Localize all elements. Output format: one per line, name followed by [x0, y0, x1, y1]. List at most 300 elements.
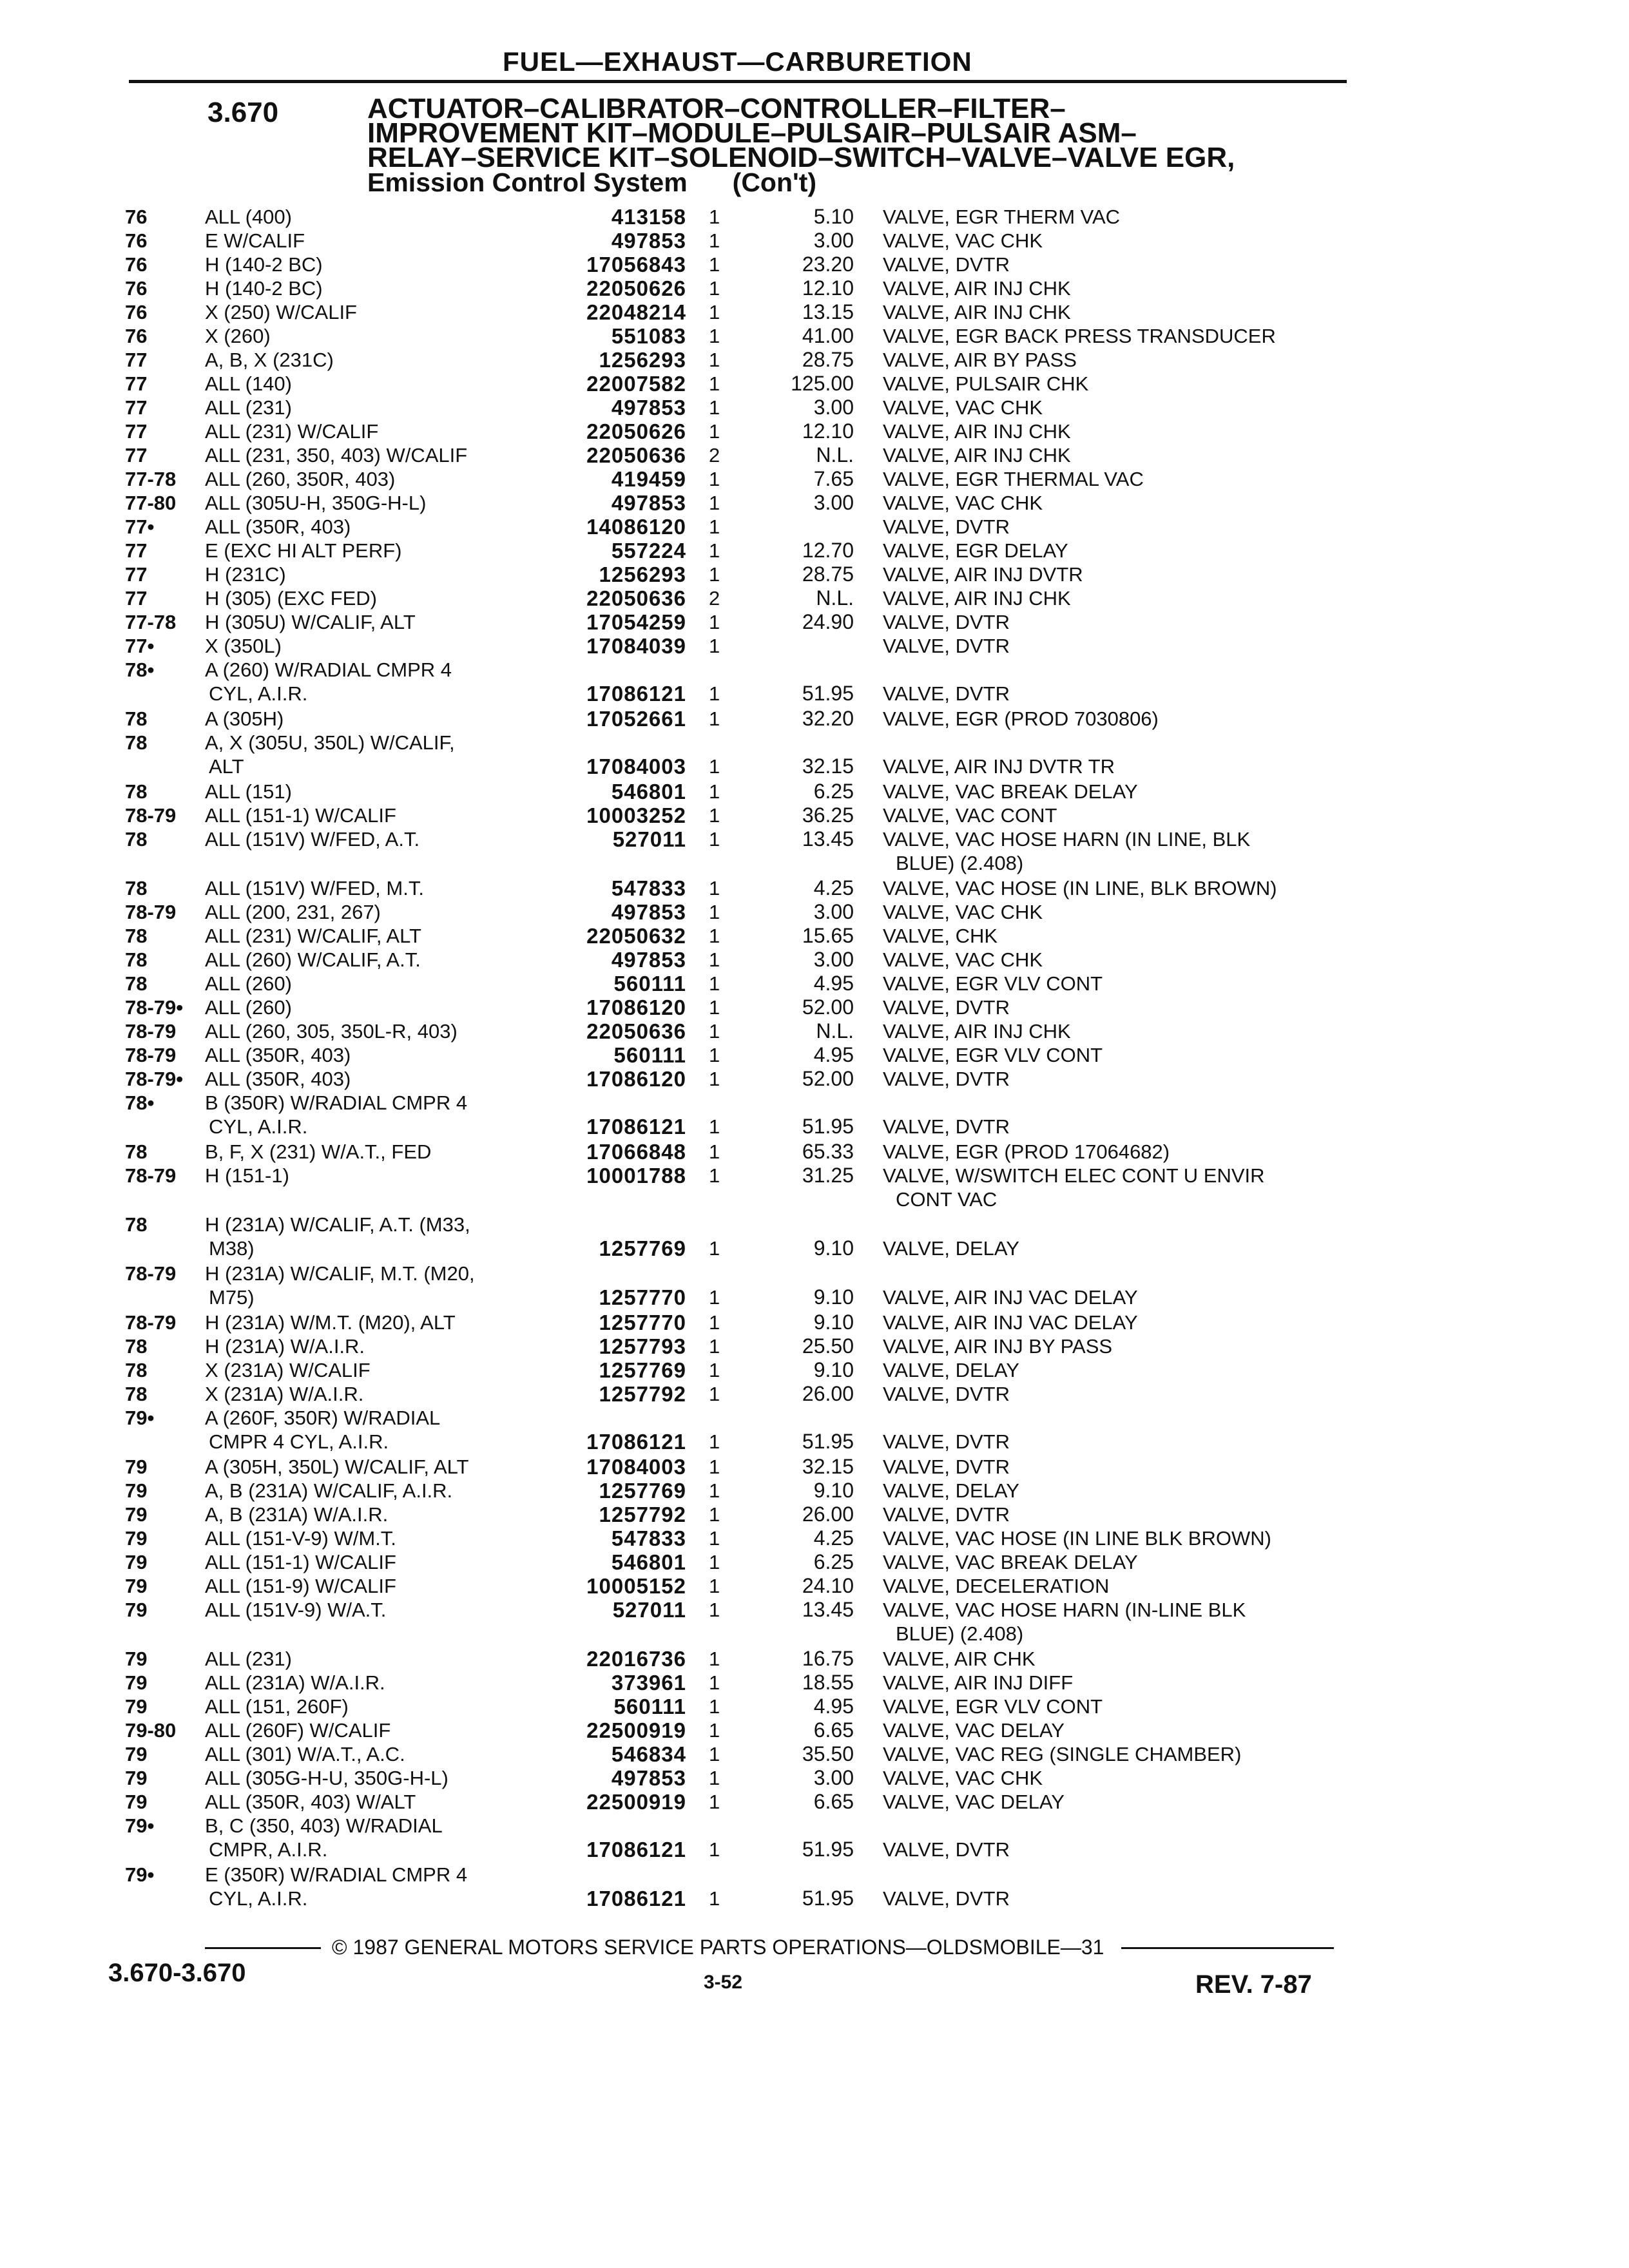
- application-continued: CMPR 4 CYL, A.I.R.: [209, 1430, 389, 1453]
- quantity: 1: [709, 828, 720, 850]
- price: 3.00: [813, 491, 854, 514]
- description: VALVE, AIR INJ VAC DELAY: [883, 1311, 1138, 1334]
- model-year: 78-79: [125, 1020, 177, 1043]
- application-continued: M38): [209, 1237, 255, 1260]
- model-year: 78-79: [125, 1311, 177, 1334]
- part-number: 560111: [613, 972, 686, 995]
- part-number: 17086121: [586, 1838, 686, 1861]
- price: 125.00: [791, 372, 854, 395]
- application: A (305H, 350L) W/CALIF, ALT: [205, 1456, 469, 1478]
- table-row: [0, 1382, 1629, 1406]
- application: X (231A) W/CALIF: [205, 1359, 371, 1381]
- quantity: 1: [709, 901, 720, 923]
- part-number: 547833: [611, 1526, 686, 1550]
- part-number: 497853: [611, 229, 686, 253]
- description: VALVE, AIR INJ VAC DELAY: [883, 1286, 1138, 1309]
- quantity: 1: [709, 1767, 720, 1789]
- part-number: 1257792: [599, 1382, 686, 1406]
- part-number: 14086120: [586, 515, 686, 539]
- quantity: 1: [709, 1695, 720, 1718]
- application-continued: ALT: [209, 755, 244, 778]
- application: ALL (350R, 403): [205, 1068, 351, 1090]
- quantity: 1: [709, 1719, 720, 1742]
- description: VALVE, EGR (PROD 17064682): [883, 1140, 1170, 1163]
- price: 65.33: [802, 1140, 854, 1163]
- part-number: 551083: [611, 324, 686, 348]
- table-row: [0, 1598, 1629, 1647]
- table-row: [0, 610, 1629, 634]
- quantity: 1: [709, 1286, 720, 1309]
- quantity: 1: [709, 396, 720, 419]
- application: ALL (305U-H, 350G-H-L): [205, 492, 427, 514]
- application: ALL (151-1) W/CALIF: [205, 804, 396, 827]
- model-year: 78-79•: [125, 996, 184, 1019]
- quantity: 1: [709, 948, 720, 971]
- table-row: [0, 707, 1629, 731]
- part-number: 17084039: [586, 634, 686, 658]
- model-year: 77: [125, 349, 148, 371]
- table-row: [0, 562, 1629, 586]
- quantity: 1: [709, 1791, 720, 1813]
- part-number: 17086121: [586, 1430, 686, 1454]
- table-row: [0, 1503, 1629, 1526]
- application: H (231C): [205, 563, 286, 586]
- description: VALVE, EGR BACK PRESS TRANSDUCER: [883, 325, 1276, 347]
- description: VALVE, VAC BREAK DELAY: [883, 1551, 1138, 1573]
- description: VALVE, VAC CHK: [883, 901, 1043, 923]
- description: VALVE, EGR VLV CONT: [883, 972, 1103, 995]
- section-title-line: ACTUATOR–CALIBRATOR–CONTROLLER–FILTER–: [367, 93, 1066, 124]
- quantity: 1: [709, 253, 720, 276]
- price: 13.15: [802, 300, 854, 323]
- table-row: [0, 1647, 1629, 1671]
- quantity: 1: [709, 1140, 720, 1163]
- quantity: 1: [709, 1068, 720, 1090]
- price: 3.00: [813, 1766, 854, 1789]
- quantity: 1: [709, 229, 720, 252]
- application: ALL (260): [205, 972, 292, 995]
- description: VALVE, VAC CONT: [883, 804, 1057, 827]
- part-number: 10003252: [586, 803, 686, 827]
- part-number: 22007582: [586, 372, 686, 396]
- part-number: 22050626: [586, 276, 686, 300]
- quantity: 1: [709, 780, 720, 803]
- part-number: 10001788: [586, 1164, 686, 1187]
- table-row: [0, 1526, 1629, 1550]
- part-number: 17084003: [586, 1455, 686, 1479]
- price: 9.10: [813, 1311, 854, 1334]
- description: VALVE, AIR INJ CHK: [883, 301, 1071, 323]
- part-number: 560111: [613, 1043, 686, 1067]
- table-row: [0, 731, 1629, 780]
- model-year: 79•: [125, 1407, 155, 1429]
- price: 28.75: [802, 348, 854, 371]
- application-continued: CYL, A.I.R.: [209, 682, 308, 705]
- quantity: 1: [709, 1551, 720, 1573]
- table-row: [0, 972, 1629, 995]
- part-number: 22050632: [586, 924, 686, 948]
- part-number: 497853: [611, 900, 686, 924]
- price: 51.95: [802, 1887, 854, 1910]
- part-number: 1256293: [599, 348, 686, 372]
- description: VALVE, DVTR: [883, 1838, 1010, 1861]
- model-year: 77-78: [125, 611, 177, 633]
- model-year: 79: [125, 1599, 148, 1621]
- quantity: 1: [709, 707, 720, 730]
- part-number: 546801: [611, 1550, 686, 1574]
- price: 24.10: [802, 1574, 854, 1597]
- description: VALVE, W/SWITCH ELEC CONT U ENVIR: [883, 1164, 1265, 1187]
- application: ALL (151V) W/FED, M.T.: [205, 877, 424, 899]
- part-number: 1257769: [599, 1358, 686, 1382]
- quantity: 1: [709, 1648, 720, 1670]
- application: ALL (151-1) W/CALIF: [205, 1551, 396, 1573]
- model-year: 79: [125, 1743, 148, 1765]
- price: 35.50: [802, 1742, 854, 1765]
- application: A (305H): [205, 707, 284, 730]
- model-year: 78: [125, 972, 148, 995]
- price: 52.00: [802, 1067, 854, 1090]
- table-row: [0, 995, 1629, 1019]
- table-row: [0, 900, 1629, 924]
- price: 26.00: [802, 1382, 854, 1405]
- description: VALVE, DVTR: [883, 635, 1010, 657]
- description: VALVE, AIR CHK: [883, 1648, 1036, 1670]
- quantity: 1: [709, 635, 720, 657]
- application: X (231A) W/A.I.R.: [205, 1383, 364, 1405]
- part-number: 17086121: [586, 1887, 686, 1910]
- quantity: 1: [709, 349, 720, 371]
- description: VALVE, VAC BREAK DELAY: [883, 780, 1138, 803]
- application: ALL (231): [205, 1648, 292, 1670]
- table-row: [0, 1311, 1629, 1334]
- description: VALVE, VAC CHK: [883, 492, 1043, 514]
- application: H (140-2 BC): [205, 277, 323, 300]
- application: A, X (305U, 350L) W/CALIF,: [205, 731, 455, 754]
- table-row: [0, 1766, 1629, 1790]
- part-number: 557224: [611, 539, 686, 562]
- model-year: 79: [125, 1695, 148, 1718]
- part-number: 22050636: [586, 586, 686, 610]
- part-number: 419459: [611, 467, 686, 491]
- description: VALVE, DVTR: [883, 1456, 1010, 1478]
- description: VALVE, DELAY: [883, 1479, 1019, 1502]
- description: VALVE, AIR INJ DVTR: [883, 563, 1083, 586]
- part-number: 1257770: [599, 1311, 686, 1334]
- quantity: 1: [709, 563, 720, 586]
- table-row: [0, 229, 1629, 253]
- application: ALL (231): [205, 396, 292, 419]
- quantity: 1: [709, 1164, 720, 1187]
- quantity: 1: [709, 682, 720, 705]
- application: ALL (350R, 403) W/ALT: [205, 1791, 416, 1813]
- quantity: 1: [709, 1575, 720, 1597]
- application: ALL (151, 260F): [205, 1695, 349, 1718]
- quantity: 1: [709, 206, 720, 228]
- price: 12.70: [802, 539, 854, 562]
- model-year: 79: [125, 1791, 148, 1813]
- quantity: 1: [709, 539, 720, 562]
- table-row: [0, 1406, 1629, 1455]
- quantity: 1: [709, 1479, 720, 1502]
- description: VALVE, AIR BY PASS: [883, 349, 1077, 371]
- description: VALVE, DELAY: [883, 1359, 1019, 1381]
- quantity: 1: [709, 1020, 720, 1043]
- model-year: 78: [125, 1213, 148, 1236]
- table-row: [0, 300, 1629, 324]
- price: 5.10: [813, 205, 854, 228]
- description: VALVE, VAC HOSE (IN LINE BLK BROWN): [883, 1527, 1271, 1550]
- table-row: [0, 1140, 1629, 1164]
- table-row: [0, 372, 1629, 396]
- quantity: 1: [709, 325, 720, 347]
- description: VALVE, DVTR: [883, 996, 1010, 1019]
- model-year: 77: [125, 563, 148, 586]
- price: 9.10: [813, 1285, 854, 1309]
- application: ALL (260) W/CALIF, A.T.: [205, 948, 421, 971]
- application: E W/CALIF: [205, 229, 305, 252]
- part-number: 497853: [611, 948, 686, 972]
- part-number: 22050636: [586, 1019, 686, 1043]
- table-row: [0, 1213, 1629, 1262]
- application: A, B (231A) W/A.I.R.: [205, 1503, 389, 1526]
- model-year: 78-79: [125, 1262, 177, 1285]
- quantity: 1: [709, 972, 720, 995]
- part-number: 17056843: [586, 253, 686, 276]
- price: 4.25: [813, 876, 854, 899]
- application: A (260) W/RADIAL CMPR 4: [205, 658, 452, 681]
- quantity: 1: [709, 1335, 720, 1358]
- application: ALL (231A) W/A.I.R.: [205, 1671, 385, 1694]
- price: 16.75: [802, 1647, 854, 1670]
- model-year: 77: [125, 372, 148, 395]
- price: 4.95: [813, 972, 854, 995]
- description-continued: CONT VAC: [896, 1188, 998, 1211]
- description: VALVE, VAC DELAY: [883, 1719, 1065, 1742]
- revision-label: REV. 7-87: [1195, 1970, 1312, 1999]
- price: 4.95: [813, 1695, 854, 1718]
- price: 36.25: [802, 803, 854, 827]
- application: ALL (301) W/A.T., A.C.: [205, 1743, 405, 1765]
- model-year: 77-78: [125, 468, 177, 490]
- model-year: 78: [125, 707, 148, 730]
- price: 6.25: [813, 780, 854, 803]
- quantity: 1: [709, 515, 720, 538]
- application-continued: CYL, A.I.R.: [209, 1115, 308, 1138]
- table-row: [0, 1091, 1629, 1140]
- model-year: 79: [125, 1767, 148, 1789]
- section-subtitle-line: [367, 170, 1235, 195]
- price: 3.00: [813, 229, 854, 252]
- quantity: 1: [709, 1311, 720, 1334]
- model-year: 76: [125, 206, 148, 228]
- part-number: 497853: [611, 396, 686, 419]
- table-row: [0, 1043, 1629, 1067]
- section-number: 3.670: [207, 97, 279, 128]
- application: ALL (260): [205, 996, 292, 1019]
- application: X (250) W/CALIF: [205, 301, 357, 323]
- price: 13.45: [802, 827, 854, 850]
- model-year: 77•: [125, 515, 155, 538]
- part-number: 17086120: [586, 995, 686, 1019]
- table-row: [0, 948, 1629, 972]
- price: 41.00: [802, 324, 854, 347]
- part-number: 546801: [611, 780, 686, 803]
- quantity: 1: [709, 1044, 720, 1066]
- part-number: 17086121: [586, 682, 686, 706]
- description: VALVE, VAC CHK: [883, 396, 1043, 419]
- model-year: 78: [125, 780, 148, 803]
- description: VALVE, DVTR: [883, 1503, 1010, 1526]
- price: 4.25: [813, 1526, 854, 1550]
- section-title: [367, 93, 1235, 197]
- description: VALVE, DVTR: [883, 1887, 1010, 1910]
- application: ALL (231) W/CALIF, ALT: [205, 925, 421, 947]
- application: B, C (350, 403) W/RADIAL: [205, 1814, 443, 1837]
- part-number: 497853: [611, 491, 686, 515]
- description: VALVE, AIR INJ CHK: [883, 444, 1071, 466]
- price: N.L.: [816, 586, 854, 610]
- model-year: 78: [125, 877, 148, 899]
- price: 15.65: [802, 924, 854, 947]
- part-number: 17054259: [586, 610, 686, 634]
- description: VALVE, AIR INJ DIFF: [883, 1671, 1074, 1694]
- description: VALVE, PULSAIR CHK: [883, 372, 1089, 395]
- model-year: 77: [125, 587, 148, 610]
- price: 28.75: [802, 562, 854, 586]
- application: H (305) (EXC FED): [205, 587, 377, 610]
- price: 32.15: [802, 754, 854, 778]
- table-row: [0, 876, 1629, 900]
- model-year: 78•: [125, 658, 155, 681]
- price: 3.00: [813, 948, 854, 971]
- description: VALVE, AIR INJ CHK: [883, 420, 1071, 443]
- application: ALL (231, 350, 403) W/CALIF: [205, 444, 468, 466]
- description-continued: BLUE) (2.408): [896, 1622, 1024, 1645]
- model-year: 77: [125, 396, 148, 419]
- price: 51.95: [802, 1838, 854, 1861]
- description: VALVE, EGR VLV CONT: [883, 1044, 1103, 1066]
- table-row: [0, 324, 1629, 348]
- description: VALVE, EGR THERMAL VAC: [883, 468, 1144, 490]
- application: ALL (350R, 403): [205, 1044, 351, 1066]
- part-number: 22016736: [586, 1647, 686, 1671]
- application: ALL (350R, 403): [205, 515, 351, 538]
- model-year: 79: [125, 1551, 148, 1573]
- price: 31.25: [802, 1164, 854, 1187]
- description: VALVE, EGR THERM VAC: [883, 206, 1121, 228]
- part-number: 22500919: [586, 1790, 686, 1814]
- price: 7.65: [813, 467, 854, 490]
- model-year: 77: [125, 420, 148, 443]
- quantity: 1: [709, 468, 720, 490]
- table-row: [0, 634, 1629, 658]
- quantity: 1: [709, 1237, 720, 1260]
- quantity: 1: [709, 1383, 720, 1405]
- price: 51.95: [802, 682, 854, 705]
- part-number: 17086120: [586, 1067, 686, 1091]
- price: 26.00: [802, 1503, 854, 1526]
- price: 13.45: [802, 1598, 854, 1621]
- description: VALVE, DVTR: [883, 253, 1010, 276]
- part-number: 546834: [611, 1742, 686, 1766]
- application: ALL (200, 231, 267): [205, 901, 381, 923]
- table-row: [0, 1574, 1629, 1598]
- model-year: 79•: [125, 1863, 155, 1886]
- price: 51.95: [802, 1430, 854, 1453]
- quantity: 1: [709, 372, 720, 395]
- price: 3.00: [813, 396, 854, 419]
- part-number: 10005152: [586, 1574, 686, 1598]
- application: ALL (400): [205, 206, 292, 228]
- table-row: [0, 803, 1629, 827]
- application: E (EXC HI ALT PERF): [205, 539, 402, 562]
- part-number: 527011: [612, 1598, 686, 1622]
- description: VALVE, DVTR: [883, 1068, 1010, 1090]
- application: H (231A) W/A.I.R.: [205, 1335, 365, 1358]
- description: VALVE, EGR (PROD 7030806): [883, 707, 1159, 730]
- quantity: 1: [709, 996, 720, 1019]
- section-title-line: RELAY–SERVICE KIT–SOLENOID–SWITCH–VALVE–VALVE EGR,: [367, 142, 1235, 173]
- quantity: 1: [709, 420, 720, 443]
- table-row: [0, 491, 1629, 515]
- description: VALVE, AIR INJ BY PASS: [883, 1335, 1113, 1358]
- quantity: 1: [709, 1671, 720, 1694]
- model-year: 79: [125, 1503, 148, 1526]
- model-year: 76: [125, 325, 148, 347]
- quantity: 1: [709, 1430, 720, 1453]
- description: VALVE, AIR INJ DVTR TR: [883, 755, 1115, 778]
- description: VALVE, EGR DELAY: [883, 539, 1068, 562]
- application: ALL (151V-9) W/A.T.: [205, 1599, 387, 1621]
- model-year: 78-79: [125, 1164, 177, 1187]
- description: VALVE, VAC HOSE HARN (IN-LINE BLK: [883, 1599, 1246, 1621]
- price: 9.10: [813, 1358, 854, 1381]
- table-row: [0, 1671, 1629, 1695]
- application: ALL (140): [205, 372, 292, 395]
- model-year: 78: [125, 828, 148, 850]
- description: VALVE, DVTR: [883, 1115, 1010, 1138]
- table-row: [0, 515, 1629, 539]
- description: VALVE, DVTR: [883, 611, 1010, 633]
- model-year: 77: [125, 539, 148, 562]
- table-row: [0, 586, 1629, 610]
- price: 3.00: [813, 900, 854, 923]
- quantity: 1: [709, 1887, 720, 1910]
- quantity: 1: [709, 301, 720, 323]
- table-row: [0, 348, 1629, 372]
- table-row: [0, 1067, 1629, 1091]
- application: X (260): [205, 325, 271, 347]
- application: ALL (151-9) W/CALIF: [205, 1575, 396, 1597]
- application-continued: CMPR, A.I.R.: [209, 1838, 328, 1861]
- description: VALVE, DVTR: [883, 1383, 1010, 1405]
- part-number: 22050626: [586, 419, 686, 443]
- part-number: 373961: [611, 1671, 686, 1695]
- part-number: 17066848: [586, 1140, 686, 1164]
- price: 12.10: [802, 419, 854, 443]
- model-year: 78-79: [125, 901, 177, 923]
- description: VALVE, VAC CHK: [883, 1767, 1043, 1789]
- table-row: [0, 205, 1629, 229]
- table-row: [0, 827, 1629, 876]
- description: VALVE, EGR VLV CONT: [883, 1695, 1103, 1718]
- application: X (350L): [205, 635, 282, 657]
- part-number: 1257770: [599, 1285, 686, 1309]
- model-year: 78: [125, 925, 148, 947]
- part-number: 527011: [612, 827, 686, 851]
- application: B (350R) W/RADIAL CMPR 4: [205, 1091, 468, 1114]
